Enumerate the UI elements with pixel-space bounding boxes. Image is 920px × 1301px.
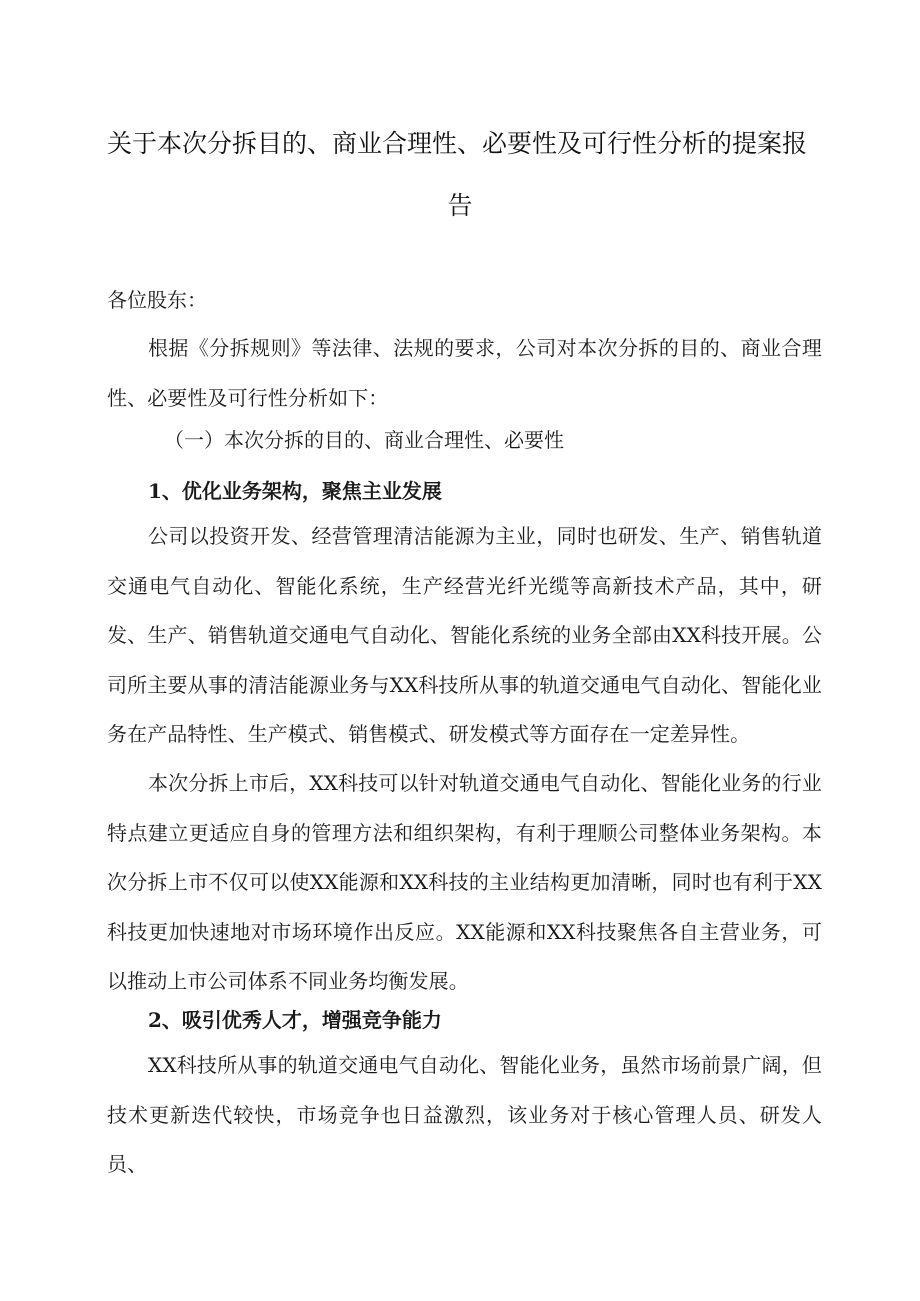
section1-heading: （一）本次分拆的目的、商业合理性、必要性: [164, 428, 564, 452]
item1-paragraph-1: 公司以投资开发、经营管理清洁能源为主业，同时也研发、生产、销售轨道交通电气自动化、智能化系统，生产经营光纤光缆等高新技术产品，其中，研发、生产、销售轨道交通电气自动化、智能化系统的业务全部由XX科技开展。公司所主要从事的清洁能源业务与XX科技所从事的轨道交通电气自动化、智能化业务在产品特性、生产模式、销售模式、研发模式等方面存在一定差异性。: [107, 524, 822, 746]
document-title-line1: 关于本次分拆目的、商业合理性、必要性及可行性分析的提案报: [107, 129, 808, 158]
intro-paragraph: 根据《分拆规则》等法律、法规的要求，公司对本次分拆的目的、商业合理性、必要性及可行性分析如下：: [107, 336, 822, 410]
document-title-line2: 告: [447, 191, 473, 220]
item1-paragraph-2: 本次分拆上市后，XX科技可以针对轨道交通电气自动化、智能化业务的行业特点建立更适应自身的管理方法和组织架构，有利于理顺公司整体业务架构。本次分拆上市不仅可以使XX能源和XX科技的主业结构更加清晰，同时也有利于XX科技更加快速地对市场环境作出反应。XX能源和XX科技聚焦各自主营业务，可以推动上市公司体系不同业务均衡发展。: [107, 771, 822, 993]
item2-paragraph-1: XX科技所从事的轨道交通电气自动化、智能化业务，虽然市场前景广阔，但技术更新迭代较快，市场竞争也日益激烈，该业务对于核心管理人员、研发人员、: [107, 1053, 822, 1176]
item1-heading: 1、优化业务架构，聚焦主业发展: [148, 479, 442, 503]
salutation: 各位股东：: [107, 288, 207, 312]
item2-heading: 2、吸引优秀人才，增强竞争能力: [148, 1008, 442, 1032]
